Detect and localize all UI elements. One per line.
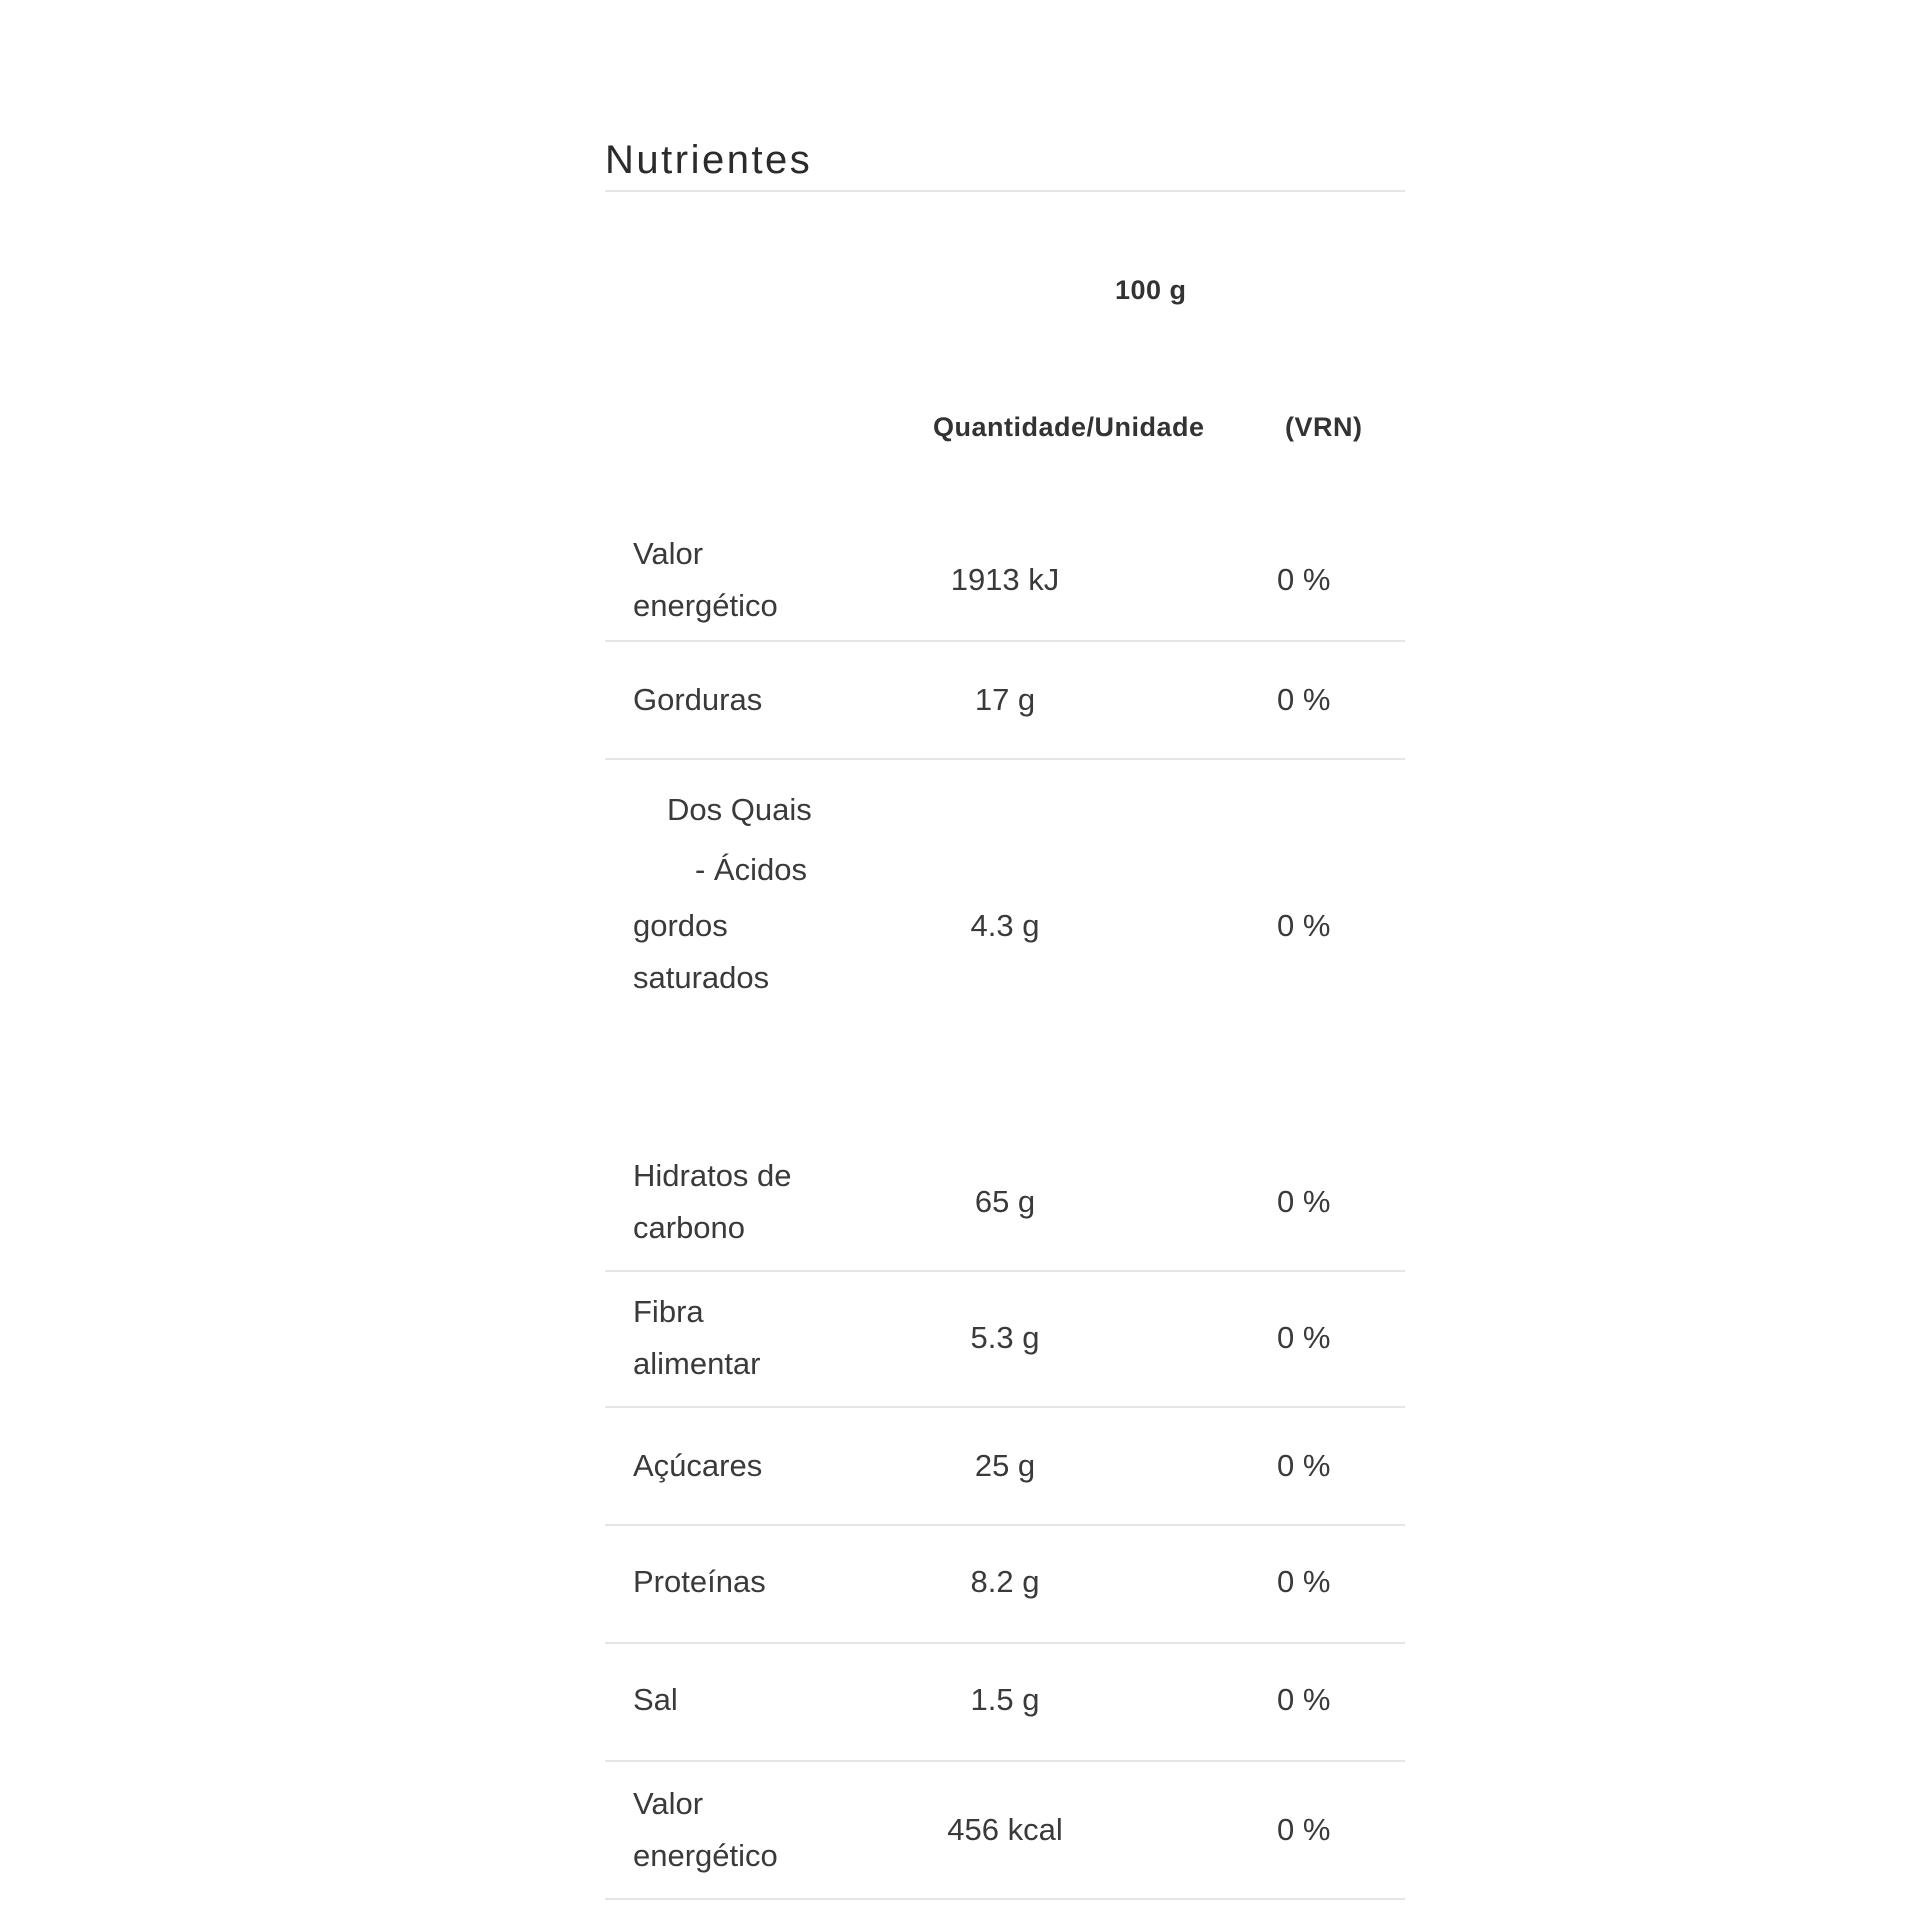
nutrient-name-line: alimentar bbox=[633, 1346, 761, 1381]
nutrient-name-line: - Ácidos bbox=[695, 852, 807, 887]
nutrient-name-line: Açúcares bbox=[633, 1448, 763, 1483]
nutrient-name-line: Valor bbox=[633, 1786, 704, 1821]
nutrient-row-fiber bbox=[605, 1272, 1405, 1408]
nutrient-name-line: gordos bbox=[633, 908, 728, 943]
nutrient-name bbox=[633, 780, 812, 1004]
nutrient-name bbox=[633, 1556, 766, 1608]
nutrient-name-line: energético bbox=[633, 1838, 778, 1873]
nutrient-name bbox=[633, 1674, 678, 1726]
nutrient-row-energy-kj bbox=[605, 520, 1405, 642]
nutrient-name bbox=[633, 1150, 792, 1254]
per-quantity-label: 100 g bbox=[1115, 275, 1187, 305]
nutrient-row-fat bbox=[605, 642, 1405, 760]
nutrient-vrn: 0 % bbox=[1277, 562, 1331, 597]
quantity-column-header: Quantidade/Unidade bbox=[933, 412, 1205, 442]
nutrient-row-carbohydrates bbox=[605, 1150, 1405, 1272]
nutrient-name-line: Fibra bbox=[633, 1294, 704, 1329]
nutrient-row-protein bbox=[605, 1526, 1405, 1644]
nutrient-vrn: 0 % bbox=[1277, 1812, 1331, 1847]
nutrient-name-line: Sal bbox=[633, 1682, 678, 1717]
nutrient-name-line: Proteínas bbox=[633, 1564, 766, 1599]
nutrient-vrn: 0 % bbox=[1277, 1184, 1331, 1219]
nutrient-row-sugars bbox=[605, 1408, 1405, 1526]
nutrient-quantity: 8.2 g bbox=[970, 1564, 1040, 1599]
nutrient-vrn: 0 % bbox=[1277, 1682, 1331, 1717]
nutrient-name bbox=[633, 528, 778, 632]
nutrient-name-line: Hidratos de bbox=[633, 1158, 792, 1193]
nutrient-vrn: 0 % bbox=[1277, 1564, 1331, 1599]
nutrient-quantity: 65 g bbox=[974, 1184, 1036, 1219]
nutrient-vrn: 0 % bbox=[1277, 908, 1331, 943]
nutrient-name-line: Valor bbox=[633, 536, 704, 571]
nutrient-quantity: 1.5 g bbox=[970, 1682, 1040, 1717]
nutrient-quantity: 25 g bbox=[974, 1448, 1036, 1483]
nutrient-quantity: 17 g bbox=[974, 682, 1036, 717]
nutrient-row-salt bbox=[605, 1644, 1405, 1762]
nutrient-name-line: Dos Quais bbox=[667, 792, 812, 827]
nutrient-row-saturated-fat bbox=[605, 760, 1405, 1120]
nutrient-vrn: 0 % bbox=[1277, 1320, 1331, 1355]
nutrient-quantity: 5.3 g bbox=[970, 1320, 1040, 1355]
nutrient-name-line: saturados bbox=[633, 960, 770, 995]
section-title: Nutrientes bbox=[605, 130, 1405, 192]
vrn-column-header: (VRN) bbox=[1285, 412, 1363, 442]
nutrition-panel bbox=[605, 130, 1405, 1873]
nutrient-name-line: Gorduras bbox=[633, 682, 763, 717]
nutrient-name bbox=[633, 1778, 778, 1882]
nutrient-vrn: 0 % bbox=[1277, 1448, 1331, 1483]
nutrient-quantity: 1913 kJ bbox=[950, 562, 1060, 597]
nutrient-name bbox=[633, 674, 762, 726]
nutrient-name bbox=[633, 1440, 762, 1492]
nutrient-vrn: 0 % bbox=[1277, 682, 1331, 717]
nutrient-quantity: 456 kcal bbox=[947, 1812, 1063, 1847]
nutrient-name-line: carbono bbox=[633, 1210, 746, 1245]
nutrient-row-energy-kcal bbox=[605, 1762, 1405, 1900]
nutrient-name bbox=[633, 1286, 761, 1390]
nutrient-name-line: energético bbox=[633, 588, 778, 623]
nutrient-quantity: 4.3 g bbox=[970, 908, 1040, 943]
